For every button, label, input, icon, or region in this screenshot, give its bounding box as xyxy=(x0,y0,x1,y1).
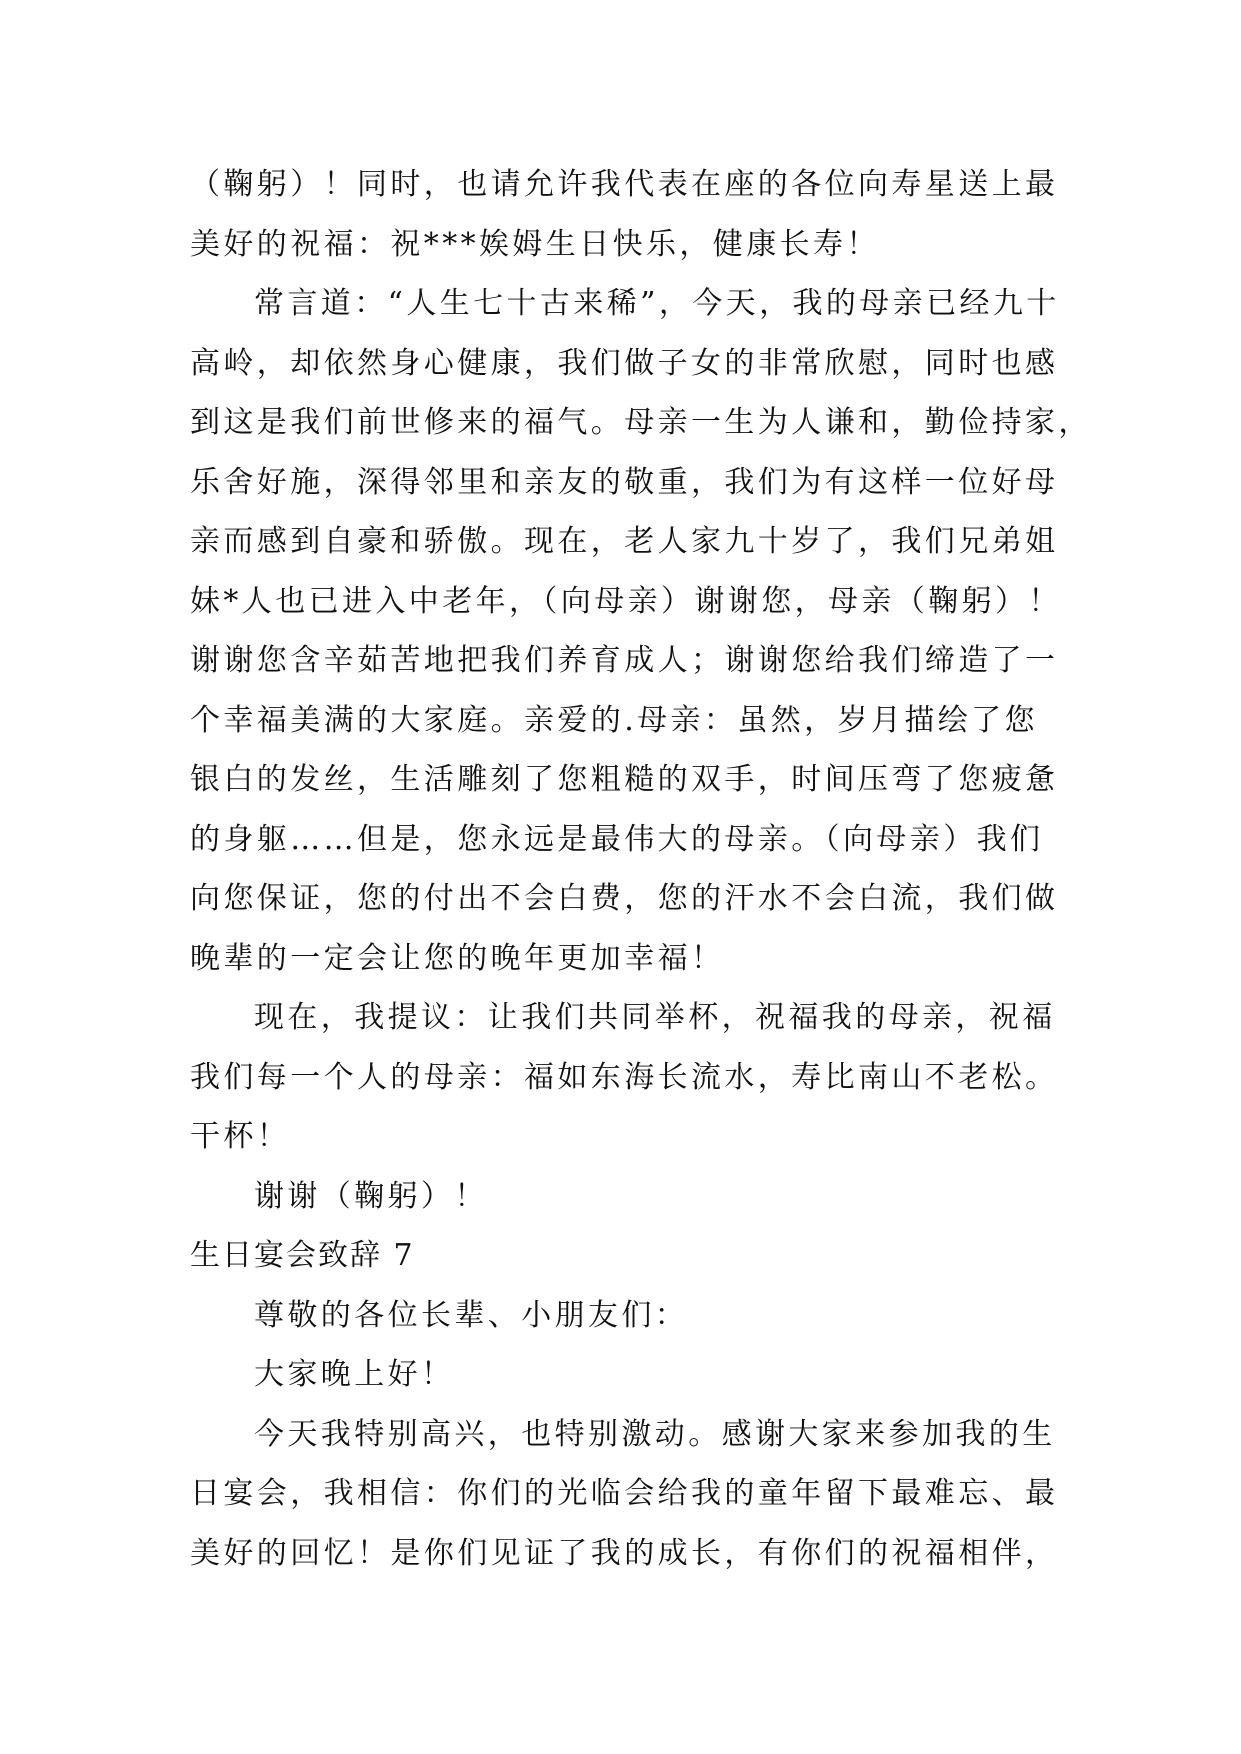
text-line: 的身躯……但是，您永远是最伟大的母亲。（向母亲）我们 xyxy=(190,821,1044,857)
text-line: 晚辈的一定会让您的晚年更加幸福！ xyxy=(190,940,725,976)
text-line: 美好的回忆！是你们见证了我的成长，有你们的祝福相伴， xyxy=(190,1535,1059,1571)
text-line: 日宴会，我相信：你们的光临会给我的童年留下最难忘、最 xyxy=(190,1476,1059,1511)
text-line: 银白的发丝，生活雕刻了您粗糙的双手，时间压弯了您疲惫 xyxy=(190,762,1059,797)
paragraph-start-line: 今天我特别高兴，也特别激动。感谢大家来参加我的生 xyxy=(254,1416,1056,1452)
text-line: 亲而感到自豪和骄傲。现在，老人家九十岁了，我们兄弟姐 xyxy=(190,524,1059,559)
section-heading: 生日宴会致辞 7 xyxy=(190,1238,415,1273)
text-line: 个幸福美满的大家庭。亲爱的.母亲：虽然，岁月描绘了您 xyxy=(190,702,1038,738)
text-line: 高岭，却依然身心健康，我们做子女的非常欣慰，同时也感 xyxy=(190,345,1059,381)
paragraph-start-line: 现在，我提议：让我们共同举杯，祝福我的母亲，祝福 xyxy=(254,1000,1056,1035)
document-body xyxy=(190,155,1092,1583)
text-line: 向您保证，您的付出不会白费，您的汗水不会白流，我们做 xyxy=(190,881,1059,916)
text-line: 我们每一个人的母亲：福如东海长流水，寿比南山不老松。 xyxy=(190,1059,1059,1095)
salutation-line: 尊敬的各位长辈、小朋友们： xyxy=(254,1297,689,1333)
text-line: （鞠躬）！同时，也请允许我代表在座的各位向寿星送上最 xyxy=(190,167,1059,202)
text-line: 干杯！ xyxy=(190,1119,291,1154)
text-line: 到这是我们前世修来的福气。母亲一生为人谦和，勤俭持家， xyxy=(190,405,1092,440)
paragraph-start-line: 常言道：“人生七十古来稀”，今天，我的母亲已经九十 xyxy=(254,286,1060,321)
greeting-line: 大家晚上好！ xyxy=(254,1357,455,1392)
text-line: 乐舍好施，深得邻里和亲友的敬重，我们为有这样一位好母 xyxy=(190,464,1059,500)
text-line: 美好的祝福：祝***娭姆生日快乐，健康长寿！ xyxy=(190,226,880,262)
paragraph-start-line: 谢谢（鞠躬）！ xyxy=(254,1178,488,1214)
text-line: 谢谢您含辛茹苦地把我们养育成人；谢谢您给我们缔造了一 xyxy=(190,643,1059,678)
text-line: 妹*人也已进入中老年，（向母亲）谢谢您，母亲（鞠躬）！ xyxy=(190,583,1062,619)
